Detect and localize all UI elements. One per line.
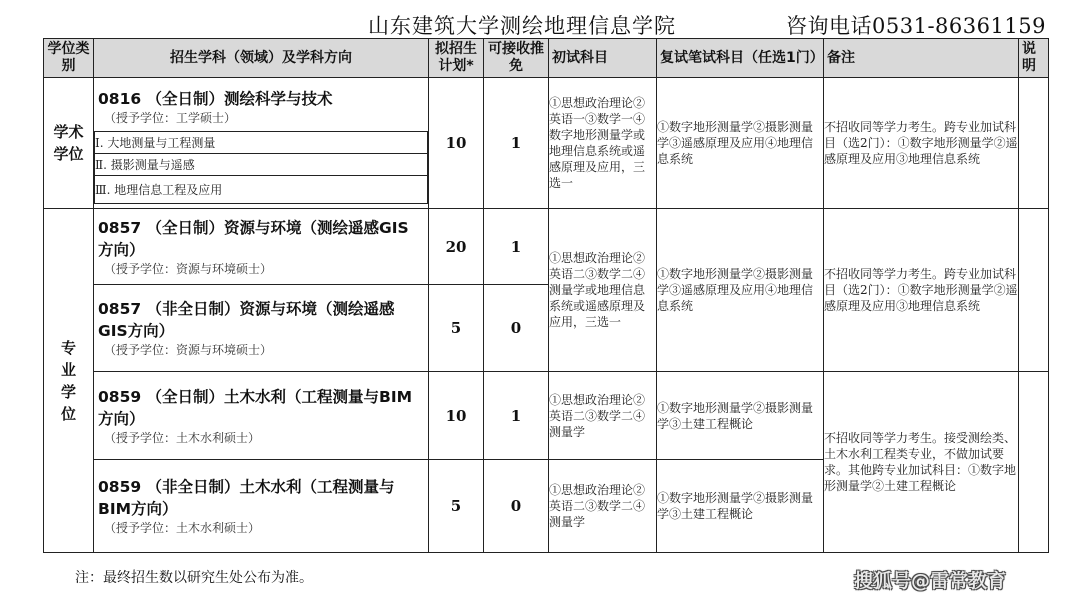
plan-count: 5 (429, 460, 484, 553)
college-name: 山东建筑大学测绘地理信息学院 (368, 14, 676, 38)
remark: 不招收同等学力考生。接受测绘类、土木水利工程类专业，不做加试要求。其他跨专业加试科目：①数字地形测量学②土建工程概论 (824, 372, 1019, 553)
table-header-row (44, 39, 1049, 78)
exempt-count: 1 (484, 209, 549, 285)
explain-cell (1019, 372, 1049, 553)
program-cell (94, 372, 429, 460)
program-title: 0857 （非全日制）资源与环境（测绘遥感GIS方向） (98, 300, 395, 340)
program-degree: （授予学位：工学硕士） (104, 111, 237, 125)
exempt-count: 0 (484, 460, 549, 553)
footnote: 注：最终招生数以研究生处公布为准。 (75, 570, 313, 586)
admission-table (43, 38, 1049, 553)
col-header-initial: 初试科目 (549, 39, 657, 78)
table-row (44, 78, 1049, 209)
col-header-explain: 说明 (1019, 39, 1049, 78)
explain-cell (1019, 209, 1049, 372)
table-row (44, 209, 1049, 285)
program-cell (94, 460, 429, 553)
remark: 不招收同等学力考生。跨专业加试科目（选2门）：①数字地形测量学②遥感原理及应用③地理信息系统 (824, 209, 1019, 372)
program-title: 0859 （非全日制）土木水利（工程测量与BIM方向） (98, 478, 395, 518)
plan-count: 10 (429, 372, 484, 460)
program-cell (94, 78, 429, 209)
initial-subjects: ①思想政治理论②英语二③数学二④测量学 (549, 460, 657, 553)
category-academic-label: 学术学位 (53, 123, 84, 163)
exempt-count: 0 (484, 285, 549, 372)
plan-count: 20 (429, 209, 484, 285)
program-cell (94, 209, 429, 285)
retest-subjects: ①数字地形测量学②摄影测量学③土建工程概论 (657, 372, 824, 460)
category-professional (44, 209, 94, 553)
program-title: 0816 （全日制）测绘科学与技术 (98, 90, 333, 108)
col-header-program: 招生学科（领域）及学科方向 (94, 39, 429, 78)
remark: 不招收同等学力考生。跨专业加试科目（选2门）：①数字地形测量学②遥感原理及应用③地理信息系统 (824, 78, 1019, 209)
retest-subjects: ①数字地形测量学②摄影测量学③遥感原理及应用④地理信息系统 (657, 78, 824, 209)
retest-subjects: ①数字地形测量学②摄影测量学③遥感原理及应用④地理信息系统 (657, 209, 824, 372)
col-header-retest: 复试笔试科目（任选1门） (657, 39, 824, 78)
category-academic (44, 78, 94, 209)
exempt-count: 1 (484, 372, 549, 460)
watermark: 搜狐号@雷常教育 (854, 570, 1007, 592)
program-degree: （授予学位：资源与环境硕士） (104, 261, 273, 276)
direction-item: Ⅰ. 大地测量与工程测量 (95, 132, 428, 154)
col-header-plan: 拟招生计划* (429, 39, 484, 78)
program-cell (94, 285, 429, 372)
page-header (0, 0, 1080, 38)
program-title: 0857 （全日制）资源与环境（测绘遥感GIS方向） (98, 218, 409, 259)
exempt-count: 1 (484, 78, 549, 209)
retest-subjects: ①数字地形测量学②摄影测量学③土建工程概论 (657, 460, 824, 553)
program-title: 0859 （全日制）土木水利（工程测量与BIM方向） (98, 387, 413, 428)
direction-item: Ⅱ. 摄影测量与遥感 (95, 154, 428, 176)
program-degree: （授予学位：土木水利硕士） (104, 521, 261, 535)
initial-subjects: ①思想政治理论②英语一③数学一④数字地形测量学或地理信息系统或遥感原理及应用，三选一 (549, 78, 657, 209)
col-header-category: 学位类别 (44, 39, 94, 78)
plan-count: 10 (429, 78, 484, 209)
col-header-exempt: 可接收推免 (484, 39, 549, 78)
direction-list (94, 131, 428, 204)
initial-subjects: ①思想政治理论②英语二③数学二④测量学 (549, 372, 657, 460)
col-header-remark: 备注 (824, 39, 1019, 78)
category-professional-label: 专业学位 (60, 338, 76, 423)
program-degree: （授予学位：资源与环境硕士） (104, 343, 273, 357)
explain-cell (1019, 78, 1049, 209)
program-degree: （授予学位：土木水利硕士） (104, 430, 261, 445)
plan-count: 5 (429, 285, 484, 372)
table-row (44, 372, 1049, 460)
direction-item: Ⅲ. 地理信息工程及应用 (95, 176, 428, 204)
initial-subjects: ①思想政治理论②英语二③数学二④测量学或地理信息系统或遥感原理及应用，三选一 (549, 209, 657, 372)
contact-phone: 咨询电话0531-86361159 (786, 14, 1046, 38)
